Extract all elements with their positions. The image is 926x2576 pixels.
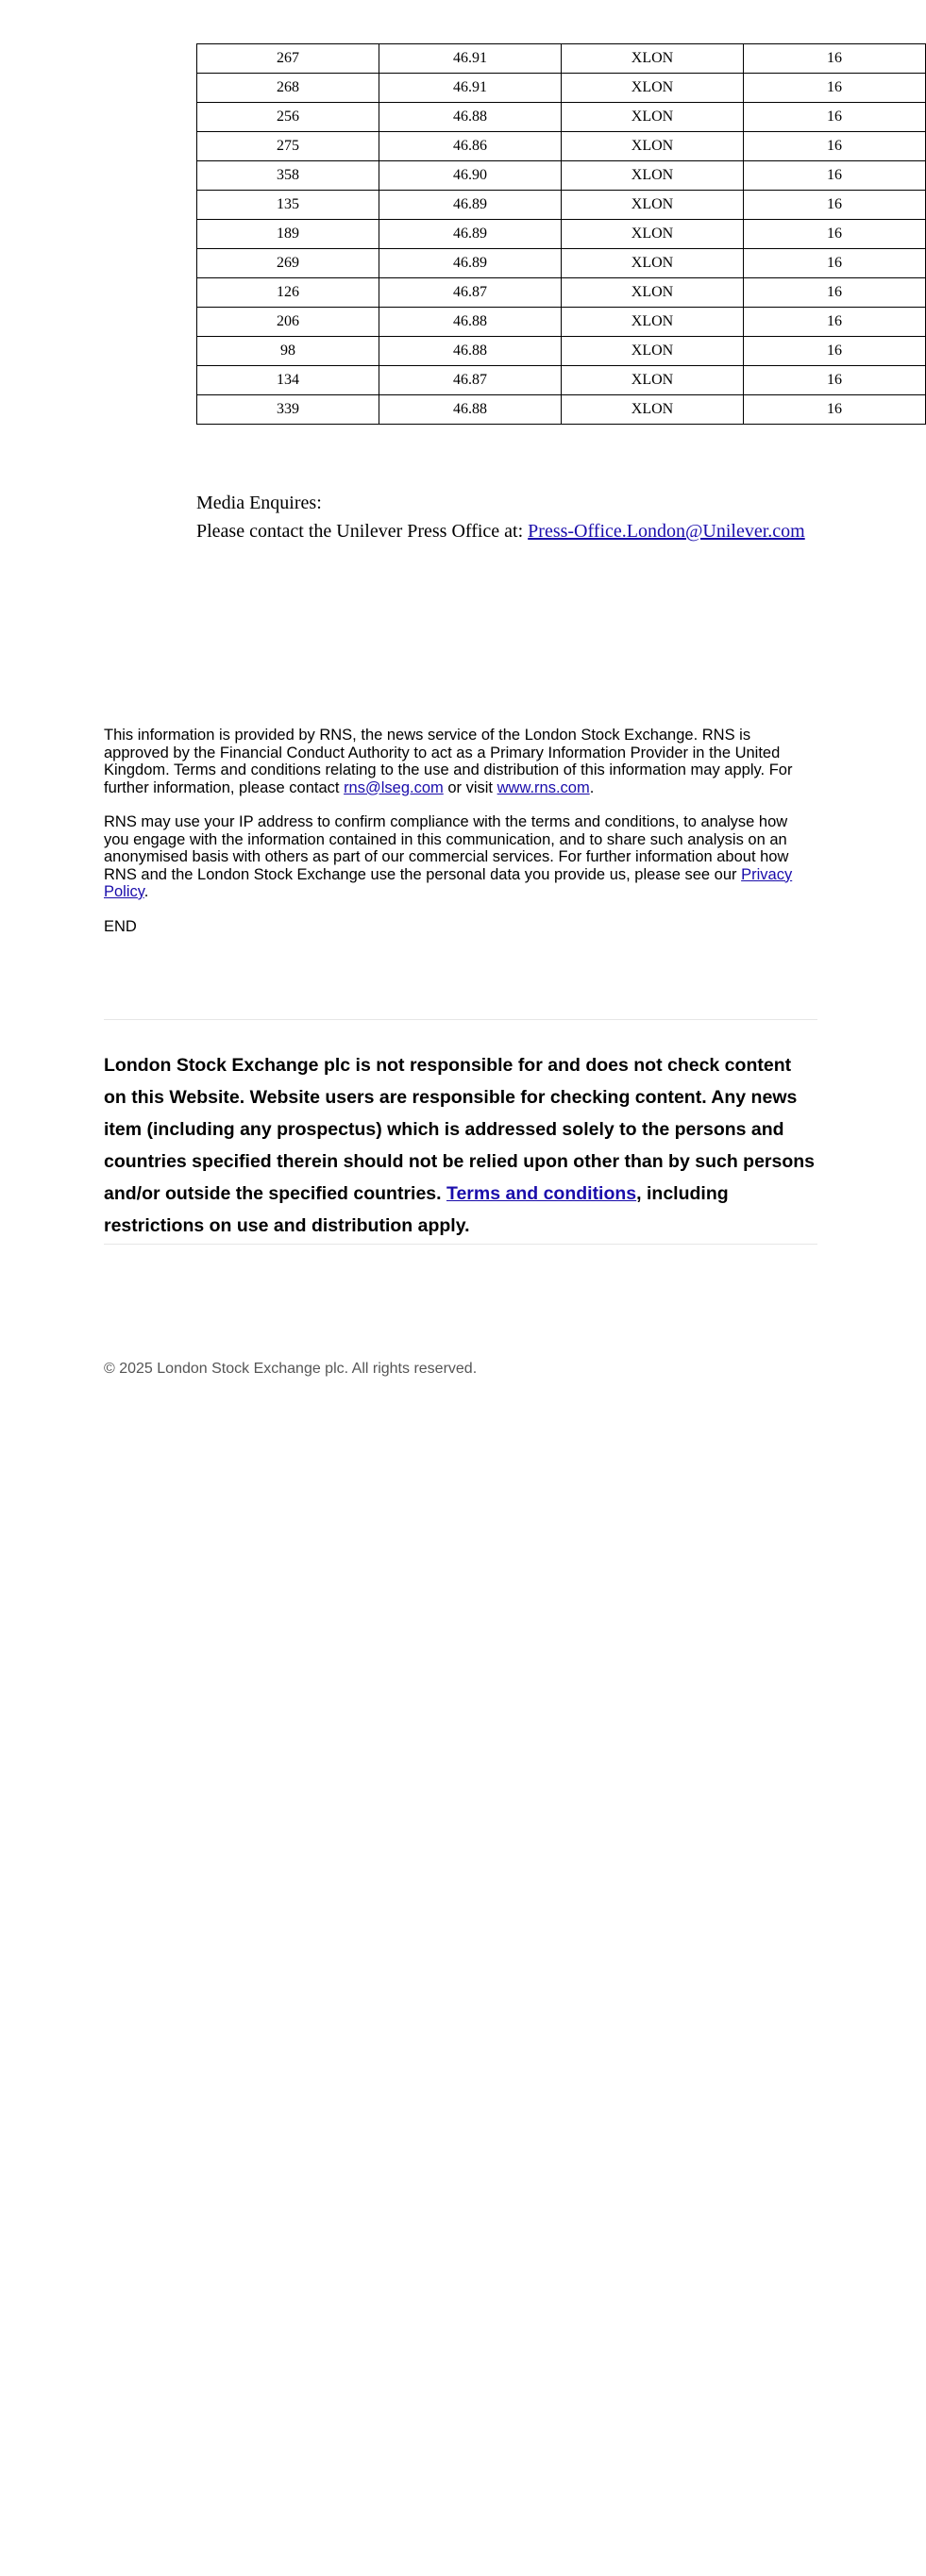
- table-cell: XLON: [562, 191, 744, 220]
- table-row: [197, 74, 926, 103]
- table-cell: 275: [197, 132, 379, 161]
- disclaimer-text: London Stock Exchange plc is not responsible for and does not check content on this Website. Website users are responsible for checking content. Any news item (including any prospectus) which is addressed solely to the persons and countries specified therein should not be relied upon other than by such persons and/or outside the specified countries.: [104, 1055, 816, 1204]
- divider-bottom: [104, 1244, 817, 1245]
- table-cell: XLON: [562, 337, 744, 366]
- rns-website-link[interactable]: www.rns.com: [497, 778, 590, 796]
- table-row: [197, 103, 926, 132]
- table-row: [197, 220, 926, 249]
- rns-privacy-end: .: [143, 883, 149, 900]
- table-cell: 46.86: [379, 132, 562, 161]
- table-cell: XLON: [562, 44, 744, 74]
- table-cell: 16: [744, 220, 926, 249]
- media-contact-text: Please contact the Unilever Press Office at:: [196, 521, 529, 542]
- table-cell: XLON: [562, 308, 744, 337]
- table-cell: 16: [744, 337, 926, 366]
- table-cell: 46.89: [379, 220, 562, 249]
- table-cell: 16: [744, 395, 926, 425]
- end-marker: END: [104, 917, 137, 935]
- table-row: [197, 366, 926, 395]
- table-cell: 135: [197, 191, 379, 220]
- table-row: [197, 337, 926, 366]
- table-row: [197, 132, 926, 161]
- table-row: [197, 249, 926, 278]
- table-cell: 46.87: [379, 366, 562, 395]
- rns-info-paragraph: [104, 727, 814, 796]
- rns-privacy-text: RNS may use your IP address to confirm compliance with the terms and conditions, to analyse how you engage with the information contained in this communication, and to share such analysis on an anonymised basis with others as part of our commercial services. For further information about how RNS and the London Stock Exchange use the personal data you provide us, please see our: [104, 813, 789, 883]
- table-cell: 358: [197, 161, 379, 191]
- table-cell: 269: [197, 249, 379, 278]
- table-cell: XLON: [562, 132, 744, 161]
- table-row: [197, 308, 926, 337]
- table-cell: 16: [744, 278, 926, 308]
- table-cell: 267: [197, 44, 379, 74]
- table-cell: 16: [744, 191, 926, 220]
- disclaimer-text-end: , including restrictions on use and distribution apply.: [104, 1183, 729, 1236]
- table-cell: 46.87: [379, 278, 562, 308]
- media-heading: Media Enquires:: [196, 493, 322, 513]
- table-cell: XLON: [562, 103, 744, 132]
- table-cell: XLON: [562, 366, 744, 395]
- media-enquiries: [196, 489, 805, 545]
- rns-info-end: .: [589, 778, 595, 796]
- table-cell: 16: [744, 366, 926, 395]
- rns-info-text: This information is provided by RNS, the news service of the London Stock Exchange. RNS is approved by the Financial Conduct Authority to act as a Primary Information Provider in the United Kingdom. Terms and conditions relating to the use and distribution of this information may apply. For further information, please contact: [104, 727, 793, 796]
- table-cell: 206: [197, 308, 379, 337]
- table-row: [197, 278, 926, 308]
- trades-table: [196, 43, 926, 425]
- table-cell: 16: [744, 132, 926, 161]
- table-cell: 46.90: [379, 161, 562, 191]
- privacy-policy-link[interactable]: Privacy Policy: [104, 865, 793, 900]
- table-cell: 46.89: [379, 249, 562, 278]
- table-cell: XLON: [562, 74, 744, 103]
- table-cell: 126: [197, 278, 379, 308]
- table-cell: 46.88: [379, 395, 562, 425]
- table-cell: 16: [744, 103, 926, 132]
- table-cell: 46.91: [379, 74, 562, 103]
- table-row: [197, 44, 926, 74]
- rns-privacy-paragraph: [104, 813, 814, 901]
- table-cell: 98: [197, 337, 379, 366]
- table-cell: XLON: [562, 220, 744, 249]
- table-cell: 256: [197, 103, 379, 132]
- table-cell: 46.88: [379, 103, 562, 132]
- terms-and-conditions-link[interactable]: Terms and conditions: [446, 1183, 637, 1204]
- trades-table-container[interactable]: [196, 43, 842, 425]
- media-contact-line: [196, 517, 805, 545]
- table-cell: 46.91: [379, 44, 562, 74]
- lse-disclaimer: [104, 1049, 817, 1242]
- table-cell: 16: [744, 161, 926, 191]
- table-cell: 16: [744, 249, 926, 278]
- table-cell: 134: [197, 366, 379, 395]
- table-cell: 46.88: [379, 337, 562, 366]
- table-cell: XLON: [562, 395, 744, 425]
- rns-email-link[interactable]: rns@lseg.com: [344, 778, 444, 796]
- table-cell: 46.88: [379, 308, 562, 337]
- rns-notice: [104, 727, 814, 952]
- table-row: [197, 395, 926, 425]
- table-cell: 189: [197, 220, 379, 249]
- table-row: [197, 191, 926, 220]
- table-cell: 16: [744, 308, 926, 337]
- table-cell: 339: [197, 395, 379, 425]
- table-cell: 268: [197, 74, 379, 103]
- rns-info-mid: or visit: [443, 778, 497, 796]
- table-cell: XLON: [562, 249, 744, 278]
- table-cell: 16: [744, 44, 926, 74]
- press-office-email-link[interactable]: Press-Office.London@Unilever.com: [528, 521, 805, 542]
- table-cell: XLON: [562, 161, 744, 191]
- table-cell: XLON: [562, 278, 744, 308]
- table-cell: 16: [744, 74, 926, 103]
- copyright-notice: © 2025 London Stock Exchange plc. All rights reserved.: [104, 1361, 478, 1377]
- trades-table-body: [197, 44, 926, 425]
- table-cell: 46.89: [379, 191, 562, 220]
- divider-top: [104, 1019, 817, 1020]
- table-row: [197, 161, 926, 191]
